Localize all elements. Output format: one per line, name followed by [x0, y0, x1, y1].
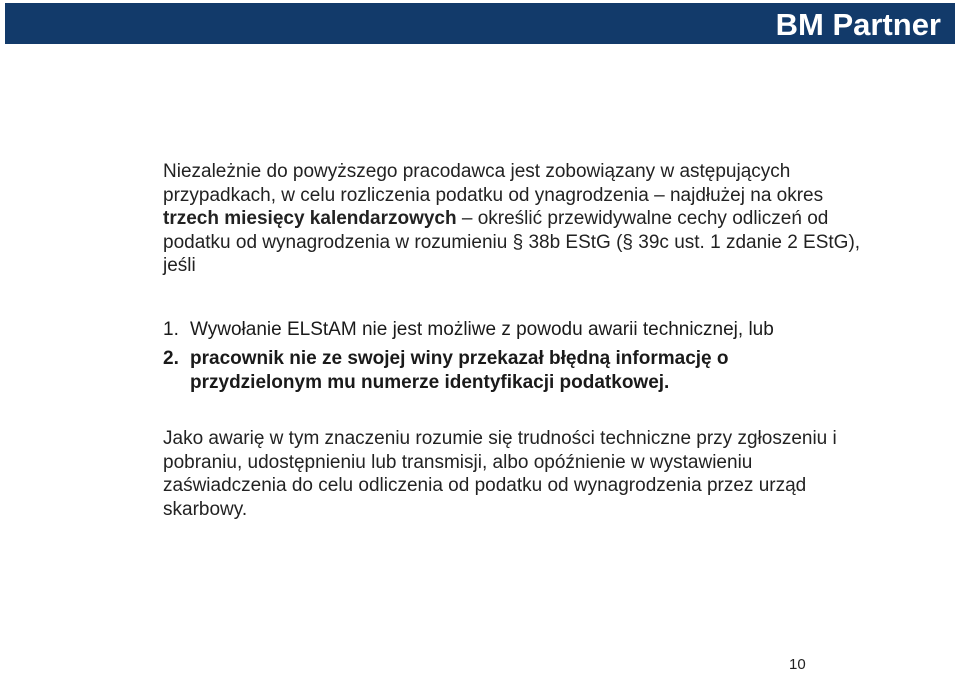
slide-content [163, 160, 863, 521]
intro-text-part2: – określić przewidywalne cechy odliczeń od podatku od wynagrodzenia w rozumieniu § 38b EStG (§ 39c ust. 1 zdanie 2 EStG), jeśli [163, 208, 861, 276]
header-bar [5, 3, 955, 44]
intro-text-part1: Niezależnie do powyższego pracodawca jest zobowiązany w astępujących przypadkach, w celu rozliczenia podatku od ynagrodzenia – najdłużej na okres [163, 161, 824, 206]
list-item [163, 318, 863, 342]
brand-title: BM Partner [775, 7, 941, 42]
list-item-number: 1. [163, 318, 179, 340]
outro-paragraph: Jako awarię w tym znaczeniu rozumie się trudności techniczne przy zgłoszeniu i pobraniu, udostępnieniu lub transmisji, albo opóźnienie w wystawieniu zaświadczenia do celu odliczenia od podatku od wynagrodzenia przez urząd skarbowy. [163, 428, 837, 520]
page-number: 10 [789, 656, 806, 673]
list-item-text: Wywołanie ELStAM nie jest możliwe z powodu awarii technicznej, lub [190, 318, 774, 340]
numbered-list [163, 318, 863, 395]
intro-text-bold: trzech miesięcy kalendarzowych [163, 208, 457, 229]
list-item [163, 347, 863, 394]
intro-paragraph [163, 160, 863, 278]
list-item-text: pracownik nie ze swojej winy przekazał błędną informację o przydzielonym mu numerze identyfikacji podatkowej. [190, 348, 729, 393]
list-item-number: 2. [163, 348, 179, 369]
